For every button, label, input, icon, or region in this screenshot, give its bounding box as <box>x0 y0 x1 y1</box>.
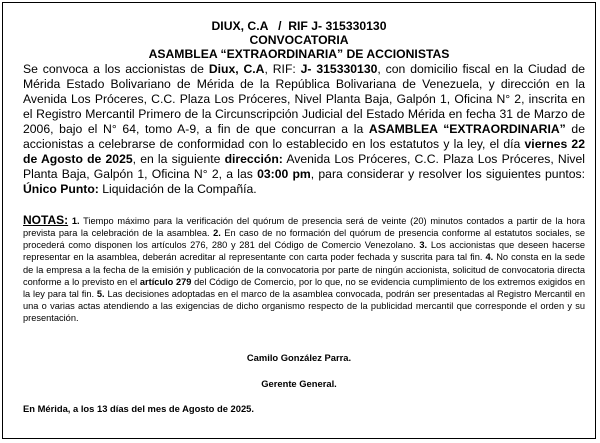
assembly-time: 03:00 pm <box>257 167 311 182</box>
note-3-text: Los accionistas que deseen hacerse representar en la asamblea, deberán acreditar al representante con carta poder fechada y suscrita para tal fin. <box>23 240 585 263</box>
company-name: Diux, C.A <box>208 61 265 76</box>
assembly-title: ASAMBLEA “EXTRAORDINARIA” DE ACCIONISTAS <box>148 47 450 61</box>
note-4-number: 4. <box>485 252 494 263</box>
body-text-4: de accionistas a celebrarse de conformidad con lo establecido en los estatutos y la ley, el día <box>23 121 585 151</box>
body-text-6: Avenida Los Próceres, C.C. Plaza Los Próceres, Nivel Planta Baja, Galpón 1, Oficina N° 2, a las <box>23 152 585 182</box>
note-4-text-b: del Código de Comercio, por lo que, no se evidencia cumplimiento de los extremos exigidos en la ley para tal fin. <box>23 276 585 299</box>
note-5-text: Las decisiones adoptadas en el marco de la asamblea convocada, podrán ser presentadas al Registro Mercantil en una o varias actas atendiendo a las exigencias de dicho organismo respecto de la publicidad mercantil que corresponde el orden y su presentación. <box>23 288 585 324</box>
company-rif: J- 315330130 <box>300 61 378 76</box>
note-4-article: artículo 279 <box>139 276 192 287</box>
body-text-1: Se convoca a los accionistas de <box>23 61 209 76</box>
note-1-text: Tiempo máximo para la verificación del quórum de presencia será de veinte (20) minutos contados a partir de la hora prevista para la celebración de la asamblea. <box>23 216 586 239</box>
assembly-name: ASAMBLEA “EXTRAORDINARIA” <box>368 121 566 136</box>
address-label: dirección: <box>224 152 283 167</box>
body-text-2: , RIF: <box>264 61 301 76</box>
signatory-name: Camilo González Parra. <box>246 352 352 363</box>
note-2-number: 2. <box>213 228 221 239</box>
body-text-7: , para considerar y resolver los siguientes puntos: <box>310 167 586 182</box>
convocation-paragraph <box>23 62 585 198</box>
note-5-number: 5. <box>96 288 105 299</box>
place-and-date: En Mérida, a los 13 días del mes de Agosto de 2025. <box>23 403 254 414</box>
note-3-number: 3. <box>419 240 428 251</box>
body-text-8: Liquidación de la Compañía. <box>98 182 257 197</box>
company-header: DIUX, C.A / RIF J- 315330130 <box>211 19 387 33</box>
single-point-label: Único Punto: <box>23 182 99 197</box>
note-2-text: En caso de no formación del quórum de presencia conforme al estatutos sociales, se procederá como disponen los artículos 276, 280 y 281 del Código de Comercio Venezolano. <box>23 228 585 251</box>
body-text-5: , en la siguiente <box>132 152 225 167</box>
body-text-3: , con domicilio fiscal en la Ciudad de Mérida Estado Bolivariano de Mérida de la República Bolivariana de Venezuela, y dirección en la Avenida Los Próceres, C.C. Plaza Los Próceres, Nivel Planta Baja, Galpón 1, Oficina N° 2, inscrita en el Registro Mercantil Primero de la Circunscripción Judicial del Estado Mérida en fecha 31 de Marzo de 2006, bajo el N° 64, tomo A-9, a fin de que concurran a la <box>23 61 586 136</box>
signatory-role: Gerente General. <box>261 378 337 389</box>
note-4-text-a: No consta en la sede de la empresa a la fecha de la emisión y publicación de la convocatoria por parte de ningún accionista, solicitud de convocatoria directa conforme a lo previsto en el <box>23 252 585 287</box>
legal-notice <box>2 2 596 439</box>
notes-paragraph <box>23 214 585 324</box>
note-1-number: 1. <box>71 216 80 226</box>
notice-title: CONVOCATORIA <box>249 33 349 47</box>
notes-label: NOTAS: <box>23 213 69 227</box>
assembly-date: viernes 22 de Agosto de 2025 <box>23 136 585 167</box>
